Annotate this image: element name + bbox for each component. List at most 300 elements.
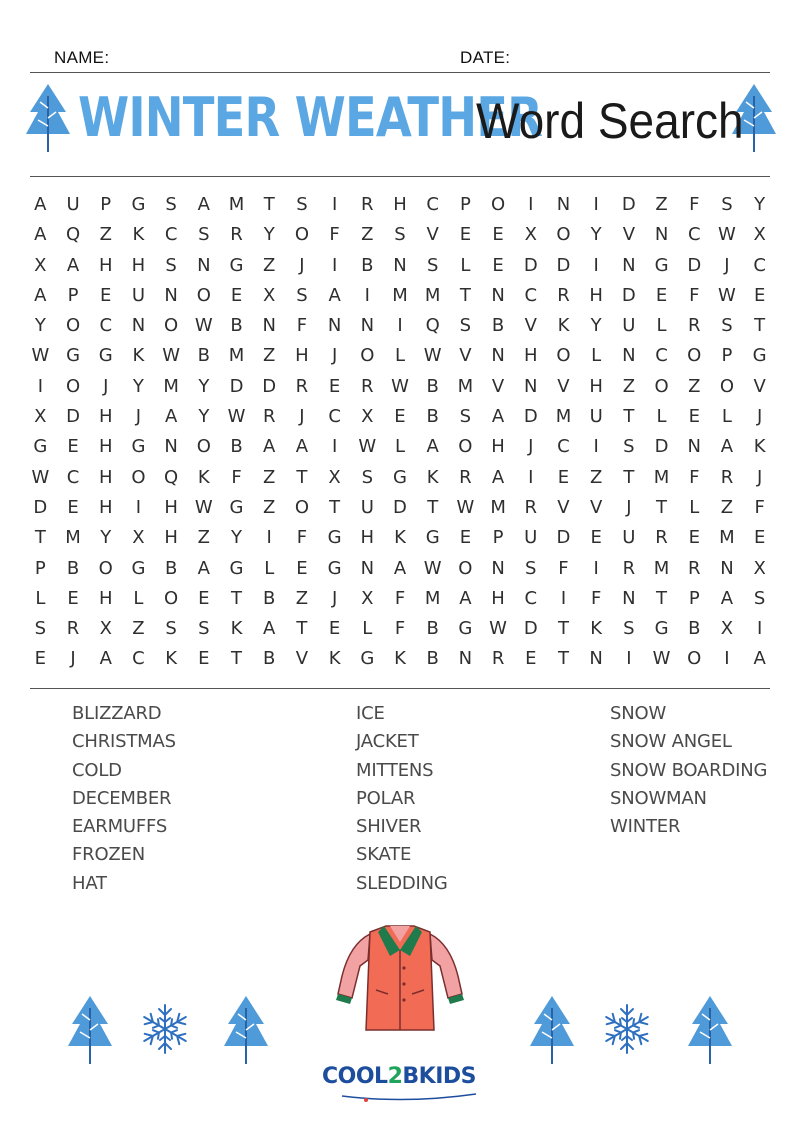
grid-letter: S — [459, 315, 472, 337]
grid-letter: H — [295, 345, 309, 367]
grid-letter: G — [33, 436, 48, 458]
grid-letter: E — [753, 527, 766, 549]
grid-letter: A — [34, 284, 47, 306]
grid-letter: F — [231, 466, 242, 488]
grid-letter: O — [98, 557, 113, 579]
grid-letter: O — [294, 224, 309, 246]
grid-letter: G — [98, 345, 113, 367]
grid-letter: H — [393, 194, 407, 215]
grid-letter: F — [394, 618, 406, 640]
grid-letter: B — [230, 315, 243, 337]
grid-letter: C — [524, 587, 538, 609]
grid-letter: F — [590, 587, 602, 609]
grid-letter: I — [626, 648, 632, 670]
grid-letter: A — [66, 254, 80, 276]
grid-letter: C — [66, 466, 80, 488]
grid-letter: N — [458, 648, 473, 670]
grid-letter: T — [623, 406, 635, 428]
grid-letter: L — [35, 587, 46, 609]
grid-letter: W — [358, 436, 377, 458]
title-divider — [30, 176, 770, 177]
grid-letter: S — [721, 315, 733, 337]
grid-letter: G — [458, 618, 473, 640]
grid-letter: S — [394, 224, 406, 246]
grid-letter: C — [524, 284, 538, 306]
tree-icon — [222, 994, 270, 1066]
grid-letter: W — [718, 224, 736, 246]
grid-letter: I — [593, 436, 599, 458]
grid-letter: E — [198, 648, 210, 670]
grid-letter: K — [165, 648, 178, 670]
grid-letter: D — [621, 194, 636, 215]
grid-letter: F — [689, 466, 700, 488]
grid-letter: K — [328, 648, 341, 670]
grid-letter: N — [622, 345, 636, 367]
grid-letter: X — [132, 527, 145, 549]
grid-letter: D — [687, 254, 702, 276]
grid-letter: O — [360, 345, 375, 367]
grid-letter: M — [228, 345, 245, 367]
grid-letter: N — [360, 315, 375, 337]
grid-letter: T — [231, 648, 243, 670]
grid-letter: W — [31, 466, 50, 488]
grid-letter: E — [100, 284, 112, 306]
grid-letter: T — [459, 284, 471, 306]
logo-part-bkids: BKIDS — [402, 1064, 476, 1089]
grid-letter: I — [364, 284, 370, 306]
grid-letter: I — [37, 375, 43, 397]
grid-letter: G — [654, 618, 669, 640]
grid-letter: X — [753, 224, 766, 246]
grid-letter: C — [426, 194, 439, 215]
grid-letter: Z — [295, 587, 309, 609]
grid-letter: M — [424, 587, 441, 609]
grid-letter: V — [459, 345, 472, 367]
grid-letter: E — [557, 466, 570, 488]
grid-letter: Y — [34, 315, 46, 337]
grid-letter: S — [426, 254, 439, 276]
grid-letter: D — [262, 375, 277, 397]
grid-letter: P — [688, 587, 700, 609]
word-item: SNOW — [610, 703, 667, 724]
grid-letter: G — [654, 254, 669, 276]
grid-letter: J — [70, 648, 76, 670]
grid-letter: M — [490, 496, 506, 518]
grid-letter: N — [622, 587, 636, 609]
grid-letter: W — [489, 618, 507, 640]
grid-letter: S — [165, 194, 177, 215]
grid-letter: O — [65, 375, 81, 397]
word-item: POLAR — [356, 787, 416, 809]
grid-letter: H — [524, 345, 538, 367]
title-sub: Word Search — [476, 93, 744, 149]
word-item: JACKET — [356, 731, 419, 753]
grid-letter: W — [718, 284, 736, 306]
grid-letter: R — [557, 284, 570, 306]
grid-letter: E — [525, 648, 537, 670]
logo-swoosh-icon — [336, 1090, 486, 1104]
grid-letter: R — [524, 496, 538, 518]
grid-letter: T — [296, 618, 308, 640]
grid-letter: Q — [164, 466, 179, 488]
word-item: COLD — [72, 759, 122, 781]
grid-letter: A — [459, 587, 472, 609]
grid-letter: Y — [132, 375, 144, 397]
grid-letter: B — [491, 315, 505, 337]
grid-letter: L — [721, 406, 732, 428]
grid-letter: O — [196, 284, 211, 306]
grid-letter: D — [393, 496, 407, 518]
grid-letter: J — [135, 406, 142, 428]
grid-letter: M — [719, 527, 735, 549]
grid-letter: I — [756, 618, 763, 640]
grid-letter: V — [590, 496, 603, 518]
grid-letter: J — [103, 375, 109, 397]
grid-letter: T — [427, 496, 439, 518]
tree-icon — [66, 994, 114, 1066]
grid-letter: X — [361, 406, 374, 428]
grid-letter: M — [653, 557, 670, 579]
grid-letter: O — [556, 224, 571, 246]
grid-letter: A — [99, 648, 112, 670]
grid-letter: O — [131, 466, 146, 488]
grid-letter: R — [230, 224, 243, 246]
grid-letter: Z — [589, 466, 603, 488]
grid-letter: B — [688, 618, 701, 640]
word-item: SHIVER — [356, 816, 422, 838]
grid-letter: I — [560, 587, 567, 609]
grid-letter: I — [331, 436, 338, 458]
grid-letter: I — [397, 315, 403, 337]
grid-letter: O — [687, 648, 702, 670]
grid-letter: W — [31, 345, 50, 367]
grid-letter: X — [34, 254, 47, 276]
grid-letter: D — [229, 375, 244, 397]
grid-letter: Z — [263, 466, 276, 488]
grid-letter: A — [197, 194, 210, 215]
grid-letter: J — [724, 254, 730, 276]
grid-letter: W — [456, 496, 475, 518]
grid-letter: D — [523, 618, 538, 640]
grid-letter: S — [34, 618, 47, 640]
grid-letter: D — [523, 406, 538, 428]
grid-letter: R — [687, 315, 701, 337]
grid-letter: A — [393, 557, 407, 579]
word-list-column-3 — [610, 700, 767, 841]
title-main: WINTER WEATHER — [78, 86, 542, 149]
grid-letter: X — [720, 618, 734, 640]
grid-letter: N — [262, 315, 276, 337]
grid-letter: I — [266, 527, 272, 549]
grid-letter: F — [329, 224, 340, 246]
grid-letter: R — [66, 618, 80, 640]
grid-letter: N — [131, 315, 146, 337]
grid-letter: A — [753, 648, 766, 670]
grid-letter: A — [34, 224, 47, 246]
grid-letter: Y — [198, 406, 210, 428]
grid-letter: V — [295, 648, 309, 670]
grid-letter: E — [296, 557, 308, 579]
grid-letter: P — [34, 557, 46, 579]
grid-letter: A — [720, 436, 734, 458]
grid-letter: W — [423, 557, 442, 579]
grid-letter: A — [491, 466, 505, 488]
grid-letter: F — [296, 315, 308, 337]
grid-letter: K — [230, 618, 243, 640]
grid-letter: E — [492, 224, 504, 246]
grid-letter: D — [556, 527, 571, 549]
grid-letter: C — [753, 254, 766, 276]
grid-letter: S — [623, 436, 635, 458]
grid-letter: Z — [263, 496, 276, 518]
coat-icon — [334, 920, 466, 1036]
grid-letter: E — [590, 527, 602, 549]
grid-letter: V — [524, 315, 537, 337]
grid-letter: T — [754, 315, 766, 337]
grid-letter: V — [491, 375, 505, 397]
grid-letter: G — [393, 466, 407, 488]
grid-letter: W — [652, 648, 671, 670]
grid-letter: T — [623, 466, 635, 488]
grid-letter: T — [557, 618, 569, 640]
grid-letter: S — [198, 224, 210, 246]
grid-letter: G — [131, 194, 146, 215]
word-item: SLEDDING — [356, 872, 448, 894]
grid-letter: U — [524, 527, 538, 549]
grid-letter: I — [528, 466, 534, 488]
grid-letter: F — [754, 496, 765, 518]
grid-letter: O — [65, 315, 81, 337]
grid-letter: N — [327, 315, 342, 337]
word-item: EARMUFFS — [72, 816, 168, 838]
grid-letter: K — [132, 345, 145, 367]
grid-letter: I — [724, 648, 730, 670]
grid-letter: H — [98, 254, 113, 276]
grid-letter: V — [426, 224, 439, 246]
grid-letter: D — [33, 496, 48, 518]
grid-letter: D — [621, 284, 636, 306]
grid-letter: C — [132, 648, 145, 670]
word-item: SKATE — [356, 844, 412, 866]
grid-letter: H — [491, 587, 505, 609]
grid-letter: R — [361, 194, 374, 215]
grid-letter: B — [197, 345, 210, 367]
grid-letter: M — [424, 284, 441, 306]
grid-letter: Q — [425, 315, 440, 337]
grid-letter: R — [361, 375, 374, 397]
grid-letter: Y — [100, 527, 112, 549]
grid-letter: P — [721, 345, 733, 367]
grid-letter: S — [525, 557, 537, 579]
grid-letter: G — [66, 345, 81, 367]
grid-letter: E — [67, 587, 79, 609]
grid-letter: M — [163, 375, 179, 397]
grid-letter: Z — [622, 375, 636, 397]
grid-letter: L — [689, 496, 700, 518]
grid-letter: X — [34, 406, 47, 428]
grid-letter: D — [654, 436, 669, 458]
grid-letter: V — [753, 375, 766, 397]
grid-letter: L — [460, 254, 471, 276]
letter-grid — [24, 190, 776, 675]
grid-letter: K — [132, 224, 145, 246]
name-label: NAME: — [54, 48, 110, 67]
grid-letter: I — [528, 194, 534, 215]
grid-letter: I — [593, 254, 599, 276]
grid-letter: R — [655, 527, 668, 549]
grid-letter: B — [263, 648, 276, 670]
grid-letter: N — [491, 557, 505, 579]
grid-letter: B — [230, 436, 243, 458]
grid-letter: E — [67, 496, 79, 518]
grid-letter: Z — [132, 618, 145, 640]
grid-letter: O — [196, 436, 211, 458]
grid-letter: H — [164, 527, 178, 549]
grid-letter: Z — [99, 224, 112, 246]
grid-letter: K — [197, 466, 210, 488]
grid-letter: H — [98, 406, 113, 428]
tree-icon — [528, 994, 576, 1066]
grid-letter: B — [426, 648, 439, 670]
grid-letter: R — [622, 557, 636, 579]
grid-letter: E — [655, 284, 668, 306]
grid-letter: K — [753, 436, 766, 458]
grid-letter: O — [490, 194, 506, 215]
grid-letter: Q — [65, 224, 81, 246]
grid-letter: E — [328, 375, 341, 397]
grid-letter: H — [589, 375, 603, 397]
grid-letter: K — [394, 648, 406, 670]
grid-letter: N — [491, 284, 505, 306]
grid-letter: I — [135, 496, 142, 518]
grid-letter: D — [556, 254, 571, 276]
grid-letter: I — [593, 194, 599, 215]
grid-letter: N — [197, 254, 211, 276]
grid-letter: K — [394, 527, 406, 549]
word-list-column-1 — [72, 700, 176, 898]
grid-letter: T — [296, 466, 308, 488]
grid-letter: S — [459, 406, 472, 428]
grid-letter: A — [491, 406, 505, 428]
grid-letter: Z — [263, 254, 276, 276]
grid-letter: O — [687, 345, 702, 367]
word-item: HAT — [72, 872, 107, 894]
grid-letter: T — [263, 194, 275, 215]
grid-letter: O — [164, 587, 179, 609]
grid-letter: P — [67, 284, 79, 306]
grid-letter: E — [394, 406, 406, 428]
date-label: DATE: — [460, 48, 511, 67]
grid-letter: Y — [754, 194, 766, 215]
grid-letter: O — [458, 436, 473, 458]
grid-letter: Z — [263, 345, 276, 367]
grid-letter: T — [557, 648, 569, 670]
grid-letter: L — [656, 315, 667, 337]
grid-letter: K — [557, 315, 570, 337]
grid-letter: E — [67, 436, 79, 458]
snowflake-icon — [600, 1002, 654, 1056]
grid-letter: Z — [361, 224, 374, 246]
grid-letter: J — [528, 436, 534, 458]
grid-letter: S — [753, 587, 766, 609]
grid-letter: B — [426, 375, 439, 397]
grid-letter: L — [656, 406, 667, 428]
grid-letter: V — [557, 375, 570, 397]
grid-letter: P — [492, 527, 504, 549]
grid-letter: G — [229, 254, 244, 276]
grid-letter: R — [262, 406, 276, 428]
grid-letter: W — [194, 315, 213, 337]
grid-letter: A — [263, 436, 276, 458]
grid-letter: C — [687, 224, 701, 246]
grid-letter: G — [327, 557, 342, 579]
logo-part-cool: COOL — [322, 1064, 388, 1089]
grid-letter: M — [555, 406, 572, 428]
word-item: SNOWMAN — [610, 787, 707, 809]
grid-letter: N — [687, 436, 701, 458]
grid-letter: Z — [720, 496, 734, 518]
grid-letter: T — [329, 496, 341, 518]
grid-letter: N — [720, 557, 734, 579]
grid-letter: O — [164, 315, 179, 337]
logo-part-2: 2 — [387, 1064, 403, 1089]
grid-letter: H — [491, 436, 505, 458]
grid-letter: Z — [688, 375, 701, 397]
grid-letter: F — [558, 557, 569, 579]
grid-letter: S — [165, 254, 177, 276]
grid-letter: P — [459, 194, 471, 215]
grid-letter: B — [263, 587, 276, 609]
grid-letter: B — [66, 557, 80, 579]
grid-letter: E — [198, 587, 210, 609]
grid-letter: U — [360, 496, 374, 518]
grid-letter: S — [296, 284, 308, 306]
grid-divider — [30, 688, 770, 689]
grid-letter: A — [197, 557, 210, 579]
grid-letter: F — [296, 527, 308, 549]
grid-letter: N — [524, 375, 538, 397]
grid-letter: E — [34, 648, 47, 670]
grid-letter: S — [721, 194, 733, 215]
grid-letter: J — [756, 466, 763, 488]
grid-letter: I — [593, 557, 599, 579]
grid-letter: S — [623, 618, 635, 640]
grid-letter: E — [688, 406, 700, 428]
grid-letter: Y — [263, 224, 275, 246]
grid-letter: F — [689, 284, 700, 306]
grid-letter: S — [165, 618, 177, 640]
grid-letter: C — [655, 345, 668, 367]
grid-letter: L — [394, 345, 405, 367]
grid-letter: E — [459, 224, 472, 246]
grid-letter: S — [296, 194, 308, 215]
grid-letter: O — [294, 496, 309, 518]
grid-letter: O — [654, 375, 669, 397]
grid-letter: R — [720, 466, 734, 488]
grid-letter: M — [392, 284, 408, 306]
grid-letter: L — [591, 345, 602, 367]
grid-letter: N — [622, 254, 636, 276]
grid-letter: F — [394, 587, 406, 609]
grid-letter: A — [426, 436, 439, 458]
grid-letter: E — [459, 527, 472, 549]
grid-letter: T — [656, 496, 668, 518]
grid-letter: N — [393, 254, 407, 276]
grid-letter: N — [360, 557, 375, 579]
grid-letter: B — [426, 406, 439, 428]
grid-letter: S — [198, 618, 210, 640]
grid-letter: K — [590, 618, 603, 640]
